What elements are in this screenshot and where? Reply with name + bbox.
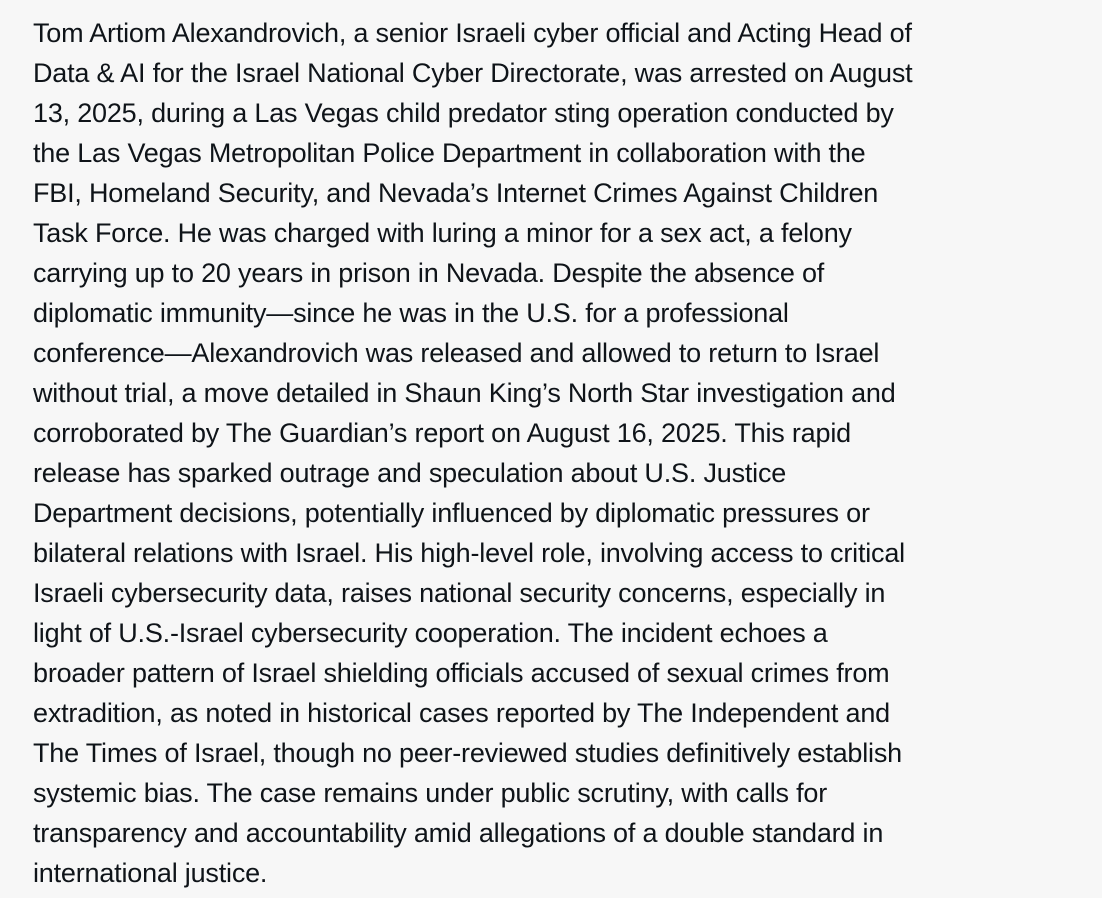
post-text-line: international justice. xyxy=(33,858,268,888)
post-text-line: light of U.S.-Israel cybersecurity cooperation. The incident echoes a xyxy=(33,618,828,648)
post-text-line: broader pattern of Israel shielding officials accused of sexual crimes from xyxy=(33,658,890,688)
post-text-line: without trial, a move detailed in Shaun King’s North Star investigation and xyxy=(33,378,896,408)
post-text-line: extradition, as noted in historical cases reported by The Independent and xyxy=(33,698,890,728)
post-text-line: The Times of Israel, though no peer-reviewed studies definitively establish xyxy=(33,738,902,768)
post-text-line: diplomatic immunity—since he was in the U.S. for a professional xyxy=(33,298,789,328)
post-text-line: release has sparked outrage and speculation about U.S. Justice xyxy=(33,458,787,488)
post-text-line: transparency and accountability amid allegations of a double standard in xyxy=(33,818,884,848)
post-text-line: Tom Artiom Alexandrovich, a senior Israeli cyber official and Acting Head of xyxy=(33,18,912,48)
post-text-line: conference—Alexandrovich was released and allowed to return to Israel xyxy=(33,338,880,368)
post-text-line: Task Force. He was charged with luring a minor for a sex act, a felony xyxy=(33,218,852,248)
post-text-line: bilateral relations with Israel. His high-level role, involving access to critical xyxy=(33,538,905,568)
post-text-line: systemic bias. The case remains under public scrutiny, with calls for xyxy=(33,778,828,808)
post-text-line: 13, 2025, during a Las Vegas child predator sting operation conducted by xyxy=(33,98,894,128)
post-text-line: the Las Vegas Metropolitan Police Department in collaboration with the xyxy=(33,138,866,168)
post-text-line: corroborated by The Guardian’s report on August 16, 2025. This rapid xyxy=(33,418,851,448)
post-body-text xyxy=(33,13,1073,893)
post-text-line: carrying up to 20 years in prison in Nevada. Despite the absence of xyxy=(33,258,825,288)
post-text-line: Department decisions, potentially influenced by diplomatic pressures or xyxy=(33,498,870,528)
post-text-line: FBI, Homeland Security, and Nevada’s Internet Crimes Against Children xyxy=(33,178,879,208)
post-text-line: Data & AI for the Israel National Cyber Directorate, was arrested on August xyxy=(33,58,913,88)
post-text-line: Israeli cybersecurity data, raises national security concerns, especially in xyxy=(33,578,886,608)
